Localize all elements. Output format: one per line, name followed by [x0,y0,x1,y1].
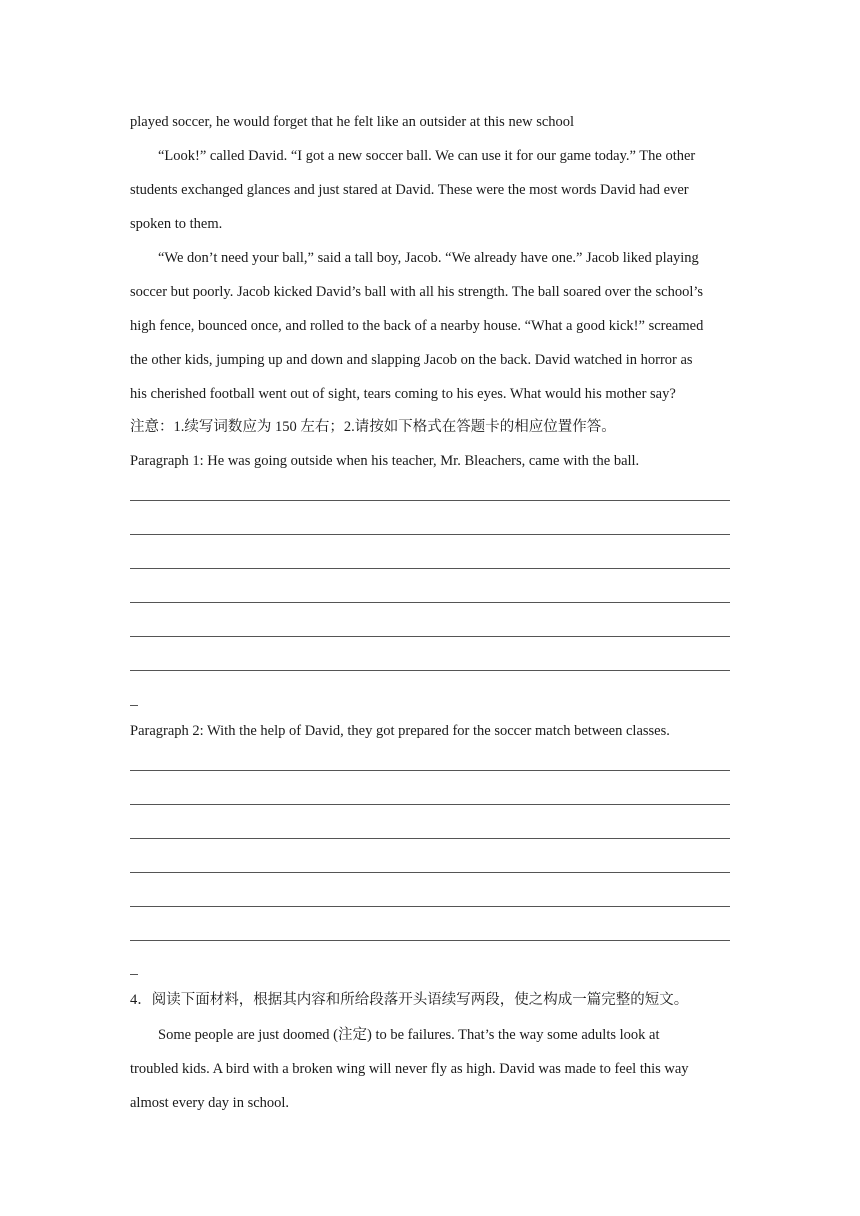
passage-line-9: his cherished football went out of sight, tears coming to his eyes. What would his mother say? [130,386,676,402]
answer-line [130,534,730,535]
answer-line [130,602,730,603]
answer-line [130,636,730,637]
passage-line-2: “Look!” called David. “I got a new soccer ball. We can use it for our game today.” The other [158,148,696,164]
answer-line [130,568,730,569]
passage-line-4: spoken to them. [130,216,223,232]
answer-line [130,804,730,805]
answer-line [130,872,730,873]
passage-line-6: soccer but poorly. Jacob kicked David’s ball with all his strength. The ball soared over the school’s [130,284,704,300]
question-4-line-3: almost every day in school. [130,1095,290,1111]
answer-line-tail [130,705,138,706]
writing-note: 注意：1.续写词数应为 150 左右；2.请按如下格式在答题卡的相应位置作答。 [130,419,616,435]
passage-line-5: “We don’t need your ball,” said a tall boy, Jacob. “We already have one.” Jacob liked playing [158,250,699,266]
answer-line [130,838,730,839]
paragraph-1-prompt: Paragraph 1: He was going outside when his teacher, Mr. Bleachers, came with the ball. [130,453,640,469]
passage-line-3: students exchanged glances and just stared at David. These were the most words David had ever [130,182,689,198]
answer-line [130,940,730,941]
answer-line [130,770,730,771]
answer-line [130,906,730,907]
question-4-heading: 4．阅读下面材料，根据其内容和所给段落开头语续写两段，使之构成一篇完整的短文。 [130,992,689,1008]
question-4-line-1: Some people are just doomed (注定) to be failures. That’s the way some adults look at [158,1027,660,1043]
answer-line-tail [130,974,138,975]
passage-line-1: played soccer, he would forget that he felt like an outsider at this new school [130,114,575,130]
question-4-line-2: troubled kids. A bird with a broken wing will never fly as high. David was made to feel this way [130,1061,689,1077]
answer-line [130,670,730,671]
passage-line-7: high fence, bounced once, and rolled to the back of a nearby house. “What a good kick!” screamed [130,318,704,334]
passage-line-8: the other kids, jumping up and down and slapping Jacob on the back. David watched in horror as [130,352,693,368]
paragraph-2-prompt: Paragraph 2: With the help of David, they got prepared for the soccer match between classes. [130,723,670,739]
answer-line [130,500,730,501]
